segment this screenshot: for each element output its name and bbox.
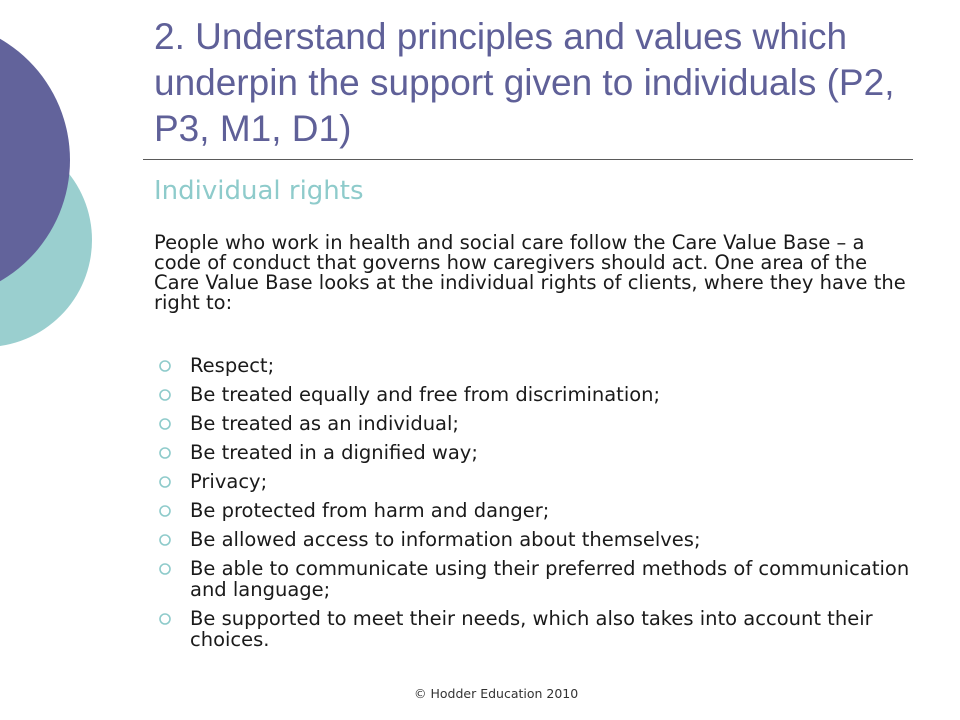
rights-list-item-text: Be treated as an individual; (190, 412, 459, 435)
rights-list-item (158, 442, 918, 463)
rights-list-item (158, 413, 918, 434)
circle-bullet-icon (158, 533, 172, 547)
intro-paragraph: People who work in health and social care follow the Care Value Base – a code of conduct that governs how caregivers should act. One area of the Care Value Base looks at the individual rights of clients, where they have the right to: (154, 231, 906, 314)
slide-title: 2. Understand principles and values which underpin the support given to individuals (P2, P3, M1, D1) (154, 16, 895, 149)
copyright-footer: © Hodder Education 2010 (414, 686, 579, 701)
rights-list-item-text: Respect; (190, 354, 275, 377)
rights-list-item (158, 471, 918, 492)
circle-bullet-icon (158, 504, 172, 518)
circle-bullet-icon (158, 562, 172, 576)
rights-list-item-text: Be supported to meet their needs, which also takes into account their choices. (190, 607, 873, 651)
rights-list-item (158, 355, 918, 376)
rights-list-item-text: Be treated in a dignified way; (190, 441, 478, 464)
rights-list (158, 355, 918, 658)
rights-list-item-text: Be allowed access to information about themselves; (190, 528, 701, 551)
circle-bullet-icon (158, 359, 172, 373)
circle-bullet-icon (158, 417, 172, 431)
rights-list-item-text: Be treated equally and free from discrimination; (190, 383, 661, 406)
rights-list-item (158, 384, 918, 405)
decorative-circles (0, 0, 130, 400)
rights-list-item (158, 608, 918, 650)
rights-list-item-text: Be protected from harm and danger; (190, 499, 550, 522)
circle-bullet-icon (158, 388, 172, 402)
circle-bullet-icon (158, 446, 172, 460)
circle-bullet-icon (158, 475, 172, 489)
rights-list-item-text: Be able to communicate using their preferred methods of communication and language; (190, 557, 910, 601)
rights-list-item (158, 529, 918, 550)
rights-list-item-text: Privacy; (190, 470, 268, 493)
rights-list-item (158, 500, 918, 521)
title-divider (143, 159, 913, 160)
section-subtitle: Individual rights (154, 176, 364, 206)
circle-bullet-icon (158, 612, 172, 626)
rights-list-item (158, 558, 918, 600)
